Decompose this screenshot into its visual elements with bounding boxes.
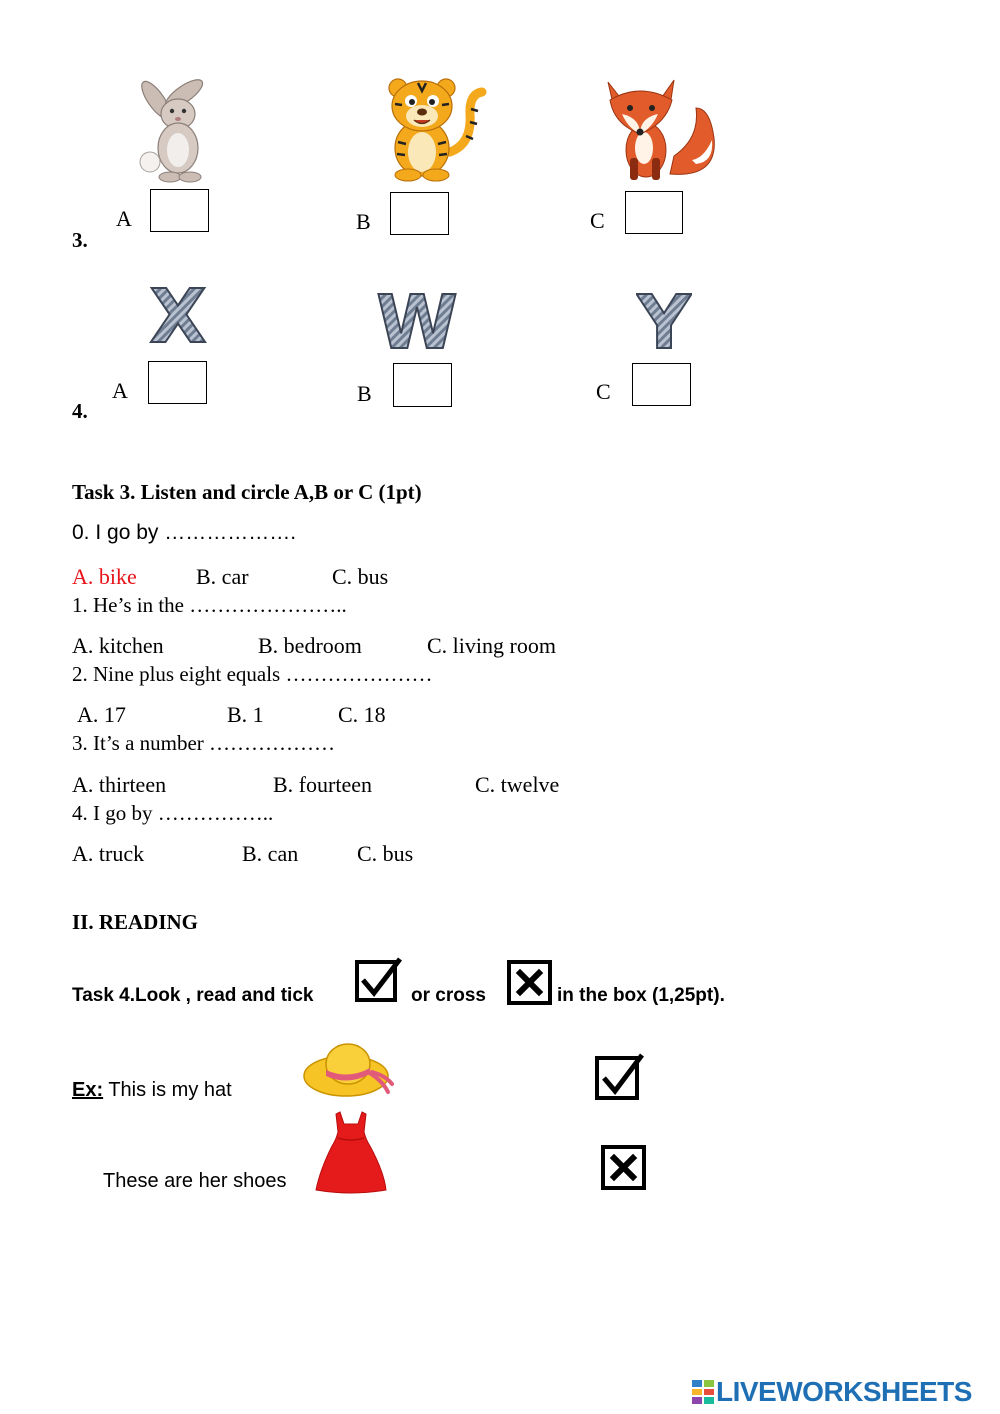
example-option-b[interactable]: B. car: [196, 564, 249, 589]
option-letter-a: A: [116, 206, 132, 231]
option-letter-a: A: [112, 378, 128, 403]
question-number: 4.: [72, 399, 88, 423]
example-option-c[interactable]: C. bus: [332, 564, 389, 589]
task-4-title-part1: Task 4.Look , read and tick: [72, 985, 314, 1006]
fox-icon: [600, 78, 720, 182]
question-3-option-a[interactable]: A. thirteen: [72, 772, 167, 797]
question-4-option-a[interactable]: A. truck: [72, 841, 145, 866]
question-2-option-b[interactable]: B. 1: [227, 702, 264, 727]
question-number: 3.: [72, 228, 88, 252]
example-answer-option-a[interactable]: A. bike: [72, 564, 137, 589]
task-4-title-part2: or cross: [411, 985, 486, 1006]
question-3-text: 3. It’s a number ………………: [72, 731, 336, 755]
question-1-option-c[interactable]: C. living room: [427, 633, 556, 658]
answer-box-b[interactable]: [393, 363, 452, 407]
section-heading: II. READING: [72, 910, 199, 934]
item-sentence: These are her shoes: [103, 1170, 287, 1192]
option-letter-b: B: [356, 209, 371, 234]
answer-box-c[interactable]: [625, 191, 683, 234]
example-text: This is my hat: [108, 1079, 232, 1101]
example-sentence: [72, 1079, 232, 1102]
task-4-title-part3: in the box (1,25pt).: [557, 985, 725, 1006]
logo-text: LIVEWORKSHEETS: [716, 1376, 972, 1407]
logo-grid-icon: [692, 1380, 714, 1404]
question-1-option-a[interactable]: A. kitchen: [72, 633, 164, 658]
question-4-option-c[interactable]: C. bus: [357, 841, 414, 866]
liveworksheets-logo: [692, 1376, 972, 1408]
tick-box-icon: [354, 956, 404, 1004]
example-tick-mark-icon: [594, 1052, 646, 1102]
rabbit-icon: [126, 76, 222, 184]
question-3-option-b[interactable]: B. fourteen: [273, 772, 372, 797]
option-letter-b: B: [357, 381, 372, 406]
answer-box-a[interactable]: [150, 189, 209, 232]
question-2-option-c[interactable]: C. 18: [338, 702, 386, 727]
svg-text:Y: Y: [637, 286, 691, 352]
letter-w-icon: [375, 286, 459, 352]
example-label: Ex:: [72, 1079, 104, 1101]
question-1-text: 1. He’s in the …………………..: [72, 593, 347, 617]
option-letter-c: C: [596, 379, 611, 404]
question-2-option-a[interactable]: A. 17: [77, 702, 126, 727]
dress-icon: [314, 1110, 388, 1194]
letter-y-icon: [636, 286, 692, 352]
svg-text:W: W: [376, 286, 458, 352]
letter-x-icon: [148, 282, 208, 346]
task-3-title: Task 3. Listen and circle A,B or C (1pt): [72, 480, 422, 504]
answer-box-b[interactable]: [390, 192, 449, 235]
example-question: 0. I go by ……………….: [72, 521, 297, 544]
question-2-text: 2. Nine plus eight equals …………………: [72, 662, 433, 686]
question-4-option-b[interactable]: B. can: [242, 841, 299, 866]
question-4-text: 4. I go by ……………..: [72, 801, 274, 825]
answer-box-c[interactable]: [632, 363, 691, 406]
question-3-option-c[interactable]: C. twelve: [475, 772, 560, 797]
svg-text:X: X: [149, 282, 207, 346]
question-1-option-b[interactable]: B. bedroom: [258, 633, 362, 658]
option-letter-c: C: [590, 208, 605, 233]
cross-box-icon: [506, 958, 554, 1006]
item-cross-mark-icon: [600, 1144, 648, 1192]
answer-box-a[interactable]: [148, 361, 207, 404]
hat-icon: [302, 1040, 394, 1104]
tiger-icon: [372, 74, 488, 182]
